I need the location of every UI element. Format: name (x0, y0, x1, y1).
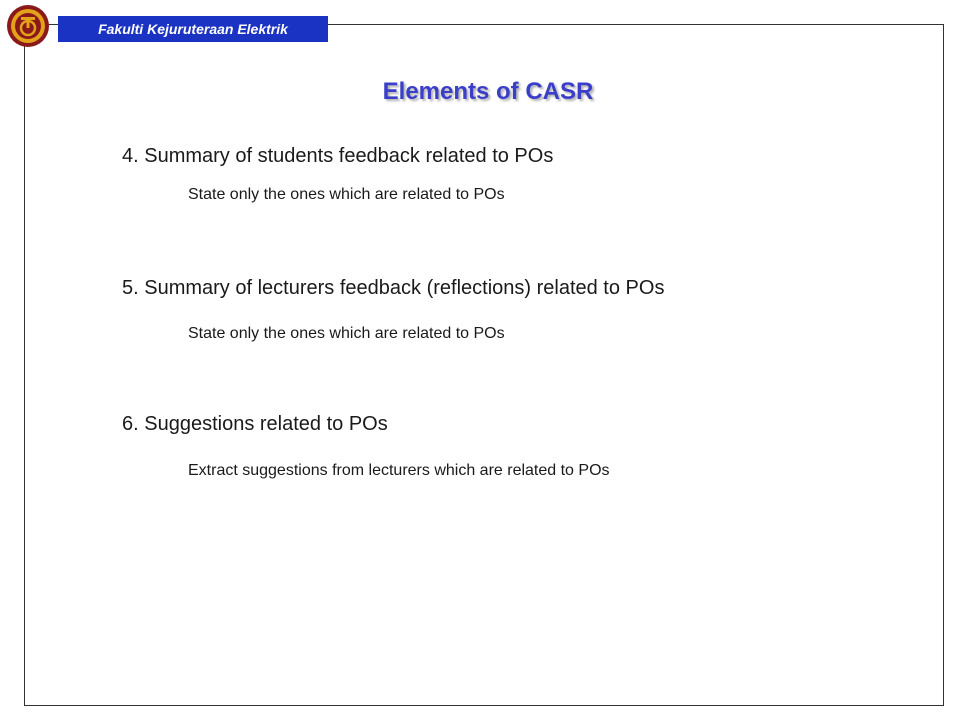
point-6-heading: 6. Suggestions related to POs (122, 413, 388, 435)
slide-title: Elements of CASR (382, 78, 594, 105)
university-seal-icon (6, 4, 50, 48)
slide-frame (24, 24, 944, 706)
point-6-detail: Extract suggestions from lecturers which are related to POs (188, 462, 610, 479)
point-4-detail: State only the ones which are related to POs (188, 186, 505, 203)
point-5-detail: State only the ones which are related to POs (188, 325, 505, 342)
faculty-banner: Fakulti Kejuruteraan Elektrik (58, 16, 328, 42)
point-4-heading: 4. Summary of students feedback related to POs (122, 145, 554, 167)
point-5-heading: 5. Summary of lecturers feedback (reflections) related to POs (122, 277, 665, 299)
